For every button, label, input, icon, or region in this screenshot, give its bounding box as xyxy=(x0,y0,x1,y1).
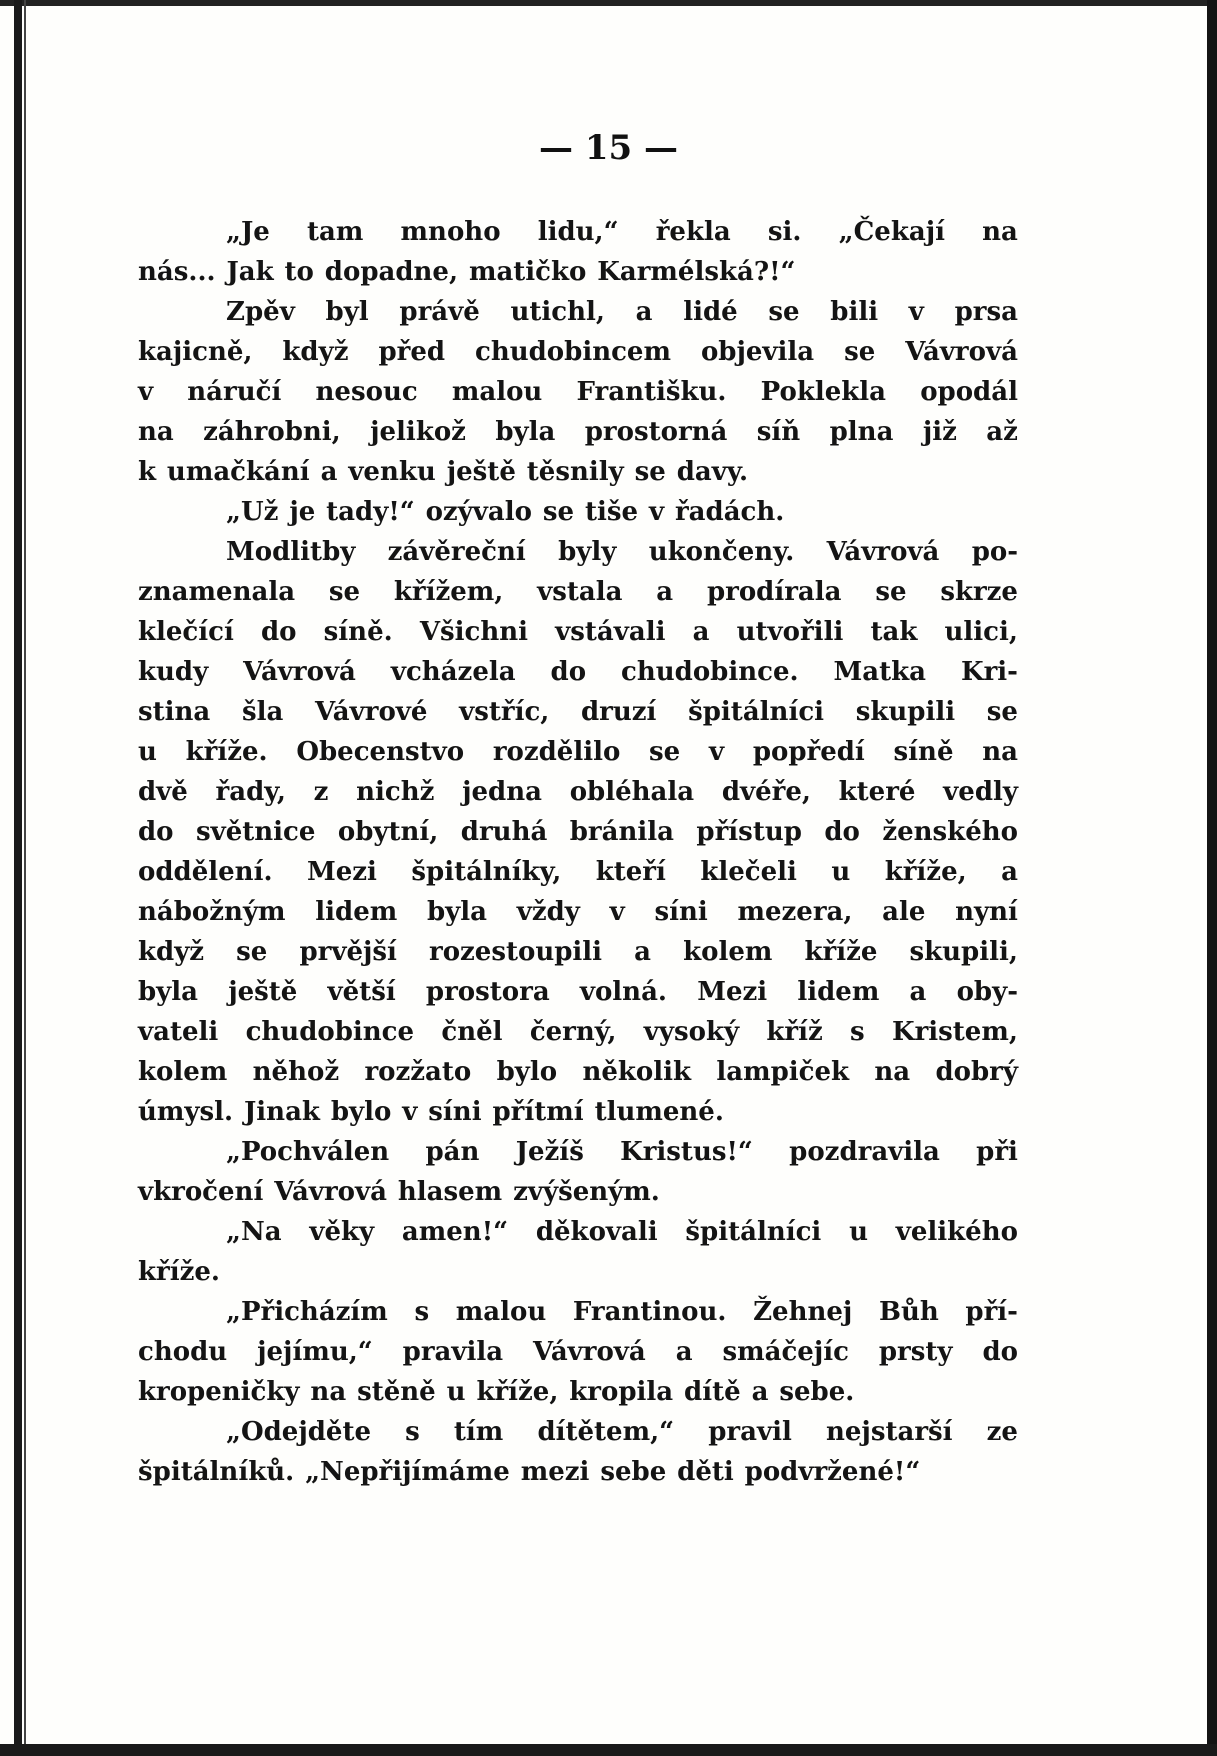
word: vstávali xyxy=(555,617,666,647)
word: přítmí xyxy=(492,1097,584,1127)
word: které xyxy=(838,777,916,807)
word: Vávrová xyxy=(826,537,940,567)
word: síni xyxy=(428,1097,482,1127)
word: rozdělilo xyxy=(492,737,621,767)
word: dvéře, xyxy=(721,777,811,807)
word: řekla xyxy=(655,217,731,247)
word: Poklekla xyxy=(760,377,887,407)
word: Vávrové xyxy=(315,697,428,727)
text-line xyxy=(138,532,1018,572)
word: byly xyxy=(558,537,617,567)
word: kříže, xyxy=(884,857,967,887)
word: u xyxy=(831,857,851,887)
text-line xyxy=(138,372,1018,412)
word: hlasem xyxy=(397,1177,503,1207)
word: druzí xyxy=(581,697,657,727)
word: venku xyxy=(348,457,436,487)
word: u xyxy=(138,737,157,767)
word: vstříc, xyxy=(459,697,550,727)
word: stěně xyxy=(357,1377,436,1407)
text-line xyxy=(138,692,1018,732)
word: ještě xyxy=(446,457,516,487)
word: jedna xyxy=(462,777,542,807)
word: kříže xyxy=(804,937,878,967)
word: čněl xyxy=(441,1017,503,1047)
word: pří- xyxy=(965,1297,1018,1327)
word: ozývalo xyxy=(425,497,532,527)
word: náručí xyxy=(187,377,282,407)
word: Mezi xyxy=(306,857,377,887)
word: se xyxy=(236,937,268,967)
word: světnice xyxy=(195,817,316,847)
word: popředí xyxy=(752,737,865,767)
word: Ježíš xyxy=(515,1137,584,1167)
word: utvořili xyxy=(736,617,844,647)
word: se xyxy=(768,297,800,327)
word: vcházela xyxy=(390,657,516,687)
word: Obecenstvo xyxy=(296,737,465,767)
word: velikého xyxy=(895,1217,1018,1247)
paragraph xyxy=(138,492,1018,532)
word: z xyxy=(313,777,329,807)
word: skupili, xyxy=(909,937,1018,967)
text-line xyxy=(138,1052,1018,1092)
word: Vávrová xyxy=(274,1177,387,1207)
word: a xyxy=(751,1377,769,1407)
word: Žehnej xyxy=(753,1297,853,1327)
word: v xyxy=(708,737,725,767)
paragraph xyxy=(138,532,1018,1132)
word: síň xyxy=(756,417,801,447)
word: špitálníci xyxy=(685,1217,822,1247)
word: chudobince. xyxy=(621,657,799,687)
word: ze xyxy=(986,1417,1018,1447)
word: černý, xyxy=(529,1017,617,1047)
word: oby- xyxy=(956,977,1018,1007)
word: podvržené!“ xyxy=(744,1457,921,1487)
word: umačkání xyxy=(166,457,310,487)
word: do xyxy=(824,817,860,847)
word: volná. xyxy=(579,977,667,1007)
word: na xyxy=(982,737,1018,767)
word: u xyxy=(849,1217,868,1247)
word: záhrobni, xyxy=(203,417,341,447)
word: mezi xyxy=(520,1457,590,1487)
text-line xyxy=(138,1212,1018,1252)
word: byla xyxy=(495,417,556,447)
word: nejstarší xyxy=(825,1417,953,1447)
word: dobrý xyxy=(935,1057,1018,1087)
word: tak xyxy=(870,617,918,647)
word: obytní, xyxy=(337,817,439,847)
paragraph xyxy=(138,1412,1018,1492)
word: Jak xyxy=(226,257,274,287)
word: a xyxy=(675,1337,693,1367)
text-line xyxy=(138,1372,1018,1412)
word: bylo xyxy=(496,1057,558,1087)
word: vstala xyxy=(537,577,623,607)
word: Kristus!“ xyxy=(620,1137,753,1167)
word: Bůh xyxy=(878,1297,939,1327)
word: se xyxy=(634,457,666,487)
text-line xyxy=(138,732,1018,772)
word: skrze xyxy=(940,577,1018,607)
scan-bottom-edge xyxy=(0,1744,1217,1756)
word: s xyxy=(850,1017,865,1047)
word: Zpěv xyxy=(226,297,295,327)
word: a xyxy=(656,577,674,607)
text-line xyxy=(138,1172,1018,1212)
word: rozžato xyxy=(364,1057,472,1087)
word: Modlitby xyxy=(226,537,356,567)
word: jejímu,“ xyxy=(257,1337,373,1367)
text-line xyxy=(138,452,1018,492)
word: k xyxy=(138,457,157,487)
word: nás... xyxy=(138,257,216,287)
word: kříže. xyxy=(138,1257,220,1287)
word: v xyxy=(908,297,924,327)
word: řadách. xyxy=(674,497,785,527)
word: prsa xyxy=(954,297,1018,327)
text-line xyxy=(138,812,1018,852)
word: matičko xyxy=(468,257,587,287)
word: kolem xyxy=(138,1057,228,1087)
word: Jinak xyxy=(244,1097,320,1127)
word: chudobincem xyxy=(474,337,671,367)
word: v xyxy=(648,497,665,527)
paragraph xyxy=(138,1132,1018,1212)
word: se xyxy=(844,337,876,367)
word: špitálníci xyxy=(688,697,825,727)
text-line xyxy=(138,1132,1018,1172)
word: byla xyxy=(138,977,199,1007)
word: kropeničky xyxy=(138,1377,300,1407)
word: se xyxy=(875,577,907,607)
text-line xyxy=(138,1452,1018,1492)
word: když xyxy=(282,337,349,367)
page-number: — 15 — xyxy=(539,128,678,168)
word: křížem, xyxy=(393,577,504,607)
word: kajicně, xyxy=(138,337,253,367)
word: lidu,“ xyxy=(537,217,619,247)
word: síně xyxy=(893,737,954,767)
scan-left-edge-line xyxy=(24,0,26,1756)
word: ženského xyxy=(882,817,1018,847)
word: chodu xyxy=(138,1337,228,1367)
word: pozdravila xyxy=(789,1137,940,1167)
word: malou xyxy=(451,377,543,407)
word: mnoho xyxy=(400,217,501,247)
word: špitálníky, xyxy=(411,857,562,887)
text-line xyxy=(138,1092,1018,1132)
word: kříže. xyxy=(185,737,268,767)
scan-left-edge xyxy=(14,0,22,1756)
word: tlumené. xyxy=(594,1097,724,1127)
word: Karmélská?!“ xyxy=(597,257,796,287)
word: věky xyxy=(309,1217,375,1247)
word: děkovali xyxy=(535,1217,658,1247)
word: do xyxy=(138,817,174,847)
text-line xyxy=(138,652,1018,692)
text-line xyxy=(138,1252,1018,1292)
text-line xyxy=(138,292,1018,332)
word: a xyxy=(634,937,652,967)
word: ukončeny. xyxy=(648,537,795,567)
text-line xyxy=(138,1292,1018,1332)
word: na xyxy=(982,217,1018,247)
word: vkročení xyxy=(138,1177,264,1207)
word: síni xyxy=(654,897,708,927)
word: úmysl. xyxy=(138,1097,234,1127)
word: něhož xyxy=(252,1057,340,1087)
word: nesouc xyxy=(315,377,418,407)
word: smáčejíc xyxy=(722,1337,849,1367)
word: Vávrová xyxy=(243,657,356,687)
word: skupili xyxy=(855,697,956,727)
word: se xyxy=(542,497,575,527)
word: větší xyxy=(327,977,396,1007)
word: děti xyxy=(677,1457,734,1487)
word: oddělení. xyxy=(138,857,273,887)
word: „Pochválen xyxy=(226,1137,390,1167)
word: kříž xyxy=(766,1017,823,1047)
word: po- xyxy=(971,537,1018,567)
text-line xyxy=(138,492,1018,532)
word: kteří xyxy=(595,857,666,887)
word: Frantinou. xyxy=(572,1297,727,1327)
word: bránila xyxy=(569,817,674,847)
body-text xyxy=(138,212,1018,1492)
word: Kristem, xyxy=(891,1017,1018,1047)
word: stina xyxy=(138,697,211,727)
word: a xyxy=(1001,857,1018,887)
word: v xyxy=(609,897,625,927)
word: na xyxy=(310,1377,347,1407)
word: rozestoupili xyxy=(429,937,603,967)
word: nichž xyxy=(356,777,435,807)
word: tam xyxy=(306,217,364,247)
word: malou xyxy=(455,1297,547,1327)
word: dítětem,“ xyxy=(537,1417,675,1447)
word: ulici, xyxy=(944,617,1018,647)
word: kropila xyxy=(569,1377,674,1407)
word: kudy xyxy=(138,657,209,687)
word: to xyxy=(284,257,314,287)
word: do xyxy=(982,1337,1018,1367)
text-line xyxy=(138,852,1018,892)
word: Vávrová xyxy=(905,337,1018,367)
text-line xyxy=(138,572,1018,612)
word: se xyxy=(649,737,681,767)
word: prsty xyxy=(878,1337,953,1367)
word: do xyxy=(550,657,587,687)
word: kříže, xyxy=(476,1377,559,1407)
word: ještě xyxy=(228,977,298,1007)
word: vysoký xyxy=(643,1017,740,1047)
word: objevila xyxy=(700,337,815,367)
paragraph xyxy=(138,212,1018,292)
word: a xyxy=(692,617,710,647)
text-line xyxy=(138,772,1018,812)
text-line xyxy=(138,972,1018,1012)
text-line xyxy=(138,252,1018,292)
word: se xyxy=(986,697,1018,727)
word: chudobince xyxy=(245,1017,415,1047)
text-line xyxy=(138,212,1018,252)
word: dvě xyxy=(138,777,188,807)
word: několik xyxy=(582,1057,692,1087)
word: v xyxy=(138,377,154,407)
word: těsnily xyxy=(526,457,624,487)
word: tady!“ xyxy=(326,497,415,527)
word: znamenala xyxy=(138,577,296,607)
word: klečící xyxy=(138,617,234,647)
word: mezera, xyxy=(737,897,853,927)
word: a xyxy=(635,297,653,327)
word: přístup xyxy=(696,817,802,847)
text-line xyxy=(138,932,1018,972)
word: klečeli xyxy=(700,857,797,887)
word: bili xyxy=(830,297,879,327)
paragraph xyxy=(138,1212,1018,1292)
word: při xyxy=(976,1137,1018,1167)
word: prodírala xyxy=(706,577,842,607)
text-line xyxy=(138,332,1018,372)
word: bylo xyxy=(330,1097,392,1127)
word: sebe. xyxy=(779,1377,855,1407)
word: pán xyxy=(425,1137,480,1167)
word: až xyxy=(986,417,1018,447)
word: kolem xyxy=(683,937,773,967)
word: pravil xyxy=(708,1417,792,1447)
word: Vávrová xyxy=(533,1337,646,1367)
word: vedly xyxy=(943,777,1018,807)
word: řady, xyxy=(215,777,286,807)
word: je xyxy=(289,497,316,527)
word: špitálníků. xyxy=(138,1457,295,1487)
word: Všichni xyxy=(419,617,529,647)
word: byl xyxy=(325,297,369,327)
word: tím xyxy=(453,1417,504,1447)
paragraph xyxy=(138,1292,1018,1412)
word: „Na xyxy=(226,1217,282,1247)
text-line xyxy=(138,412,1018,452)
word: dítě xyxy=(684,1377,741,1407)
word: do xyxy=(261,617,297,647)
word: „Je xyxy=(226,217,270,247)
word: lidem xyxy=(315,897,398,927)
word: pravila xyxy=(402,1337,504,1367)
word: dopadne, xyxy=(324,257,459,287)
word: „Čekají xyxy=(838,217,945,247)
text-line xyxy=(138,1012,1018,1052)
word: nyní xyxy=(955,897,1018,927)
word: u xyxy=(446,1377,466,1407)
word: právě xyxy=(399,297,480,327)
word: lidé xyxy=(683,297,738,327)
text-line xyxy=(138,1332,1018,1372)
word: když xyxy=(138,937,205,967)
scan-top-edge xyxy=(0,0,1217,6)
word: druhá xyxy=(460,817,548,847)
word: se xyxy=(328,577,361,607)
word: si. xyxy=(767,217,802,247)
word: prostorná xyxy=(584,417,728,447)
word: před xyxy=(378,337,446,367)
word: „Přicházím xyxy=(226,1297,388,1327)
text-line xyxy=(138,612,1018,652)
word: „Odejděte xyxy=(226,1417,372,1447)
word: vateli xyxy=(138,1017,219,1047)
word: a xyxy=(909,977,927,1007)
word: obléhala xyxy=(569,777,695,807)
word: Mezi xyxy=(697,977,768,1007)
word: prostora xyxy=(425,977,550,1007)
scan-right-edge xyxy=(1207,0,1217,1756)
word: a xyxy=(320,457,338,487)
word: vždy xyxy=(516,897,580,927)
word: jelikož xyxy=(370,417,466,447)
word: s xyxy=(414,1297,430,1327)
word: šla xyxy=(241,697,284,727)
word: opodál xyxy=(920,377,1018,407)
word: ale xyxy=(882,897,926,927)
word: již xyxy=(922,417,957,447)
word: prvější xyxy=(299,937,397,967)
word: nábožným xyxy=(138,897,286,927)
word: utichl, xyxy=(510,297,605,327)
text-line xyxy=(138,892,1018,932)
word: síně. xyxy=(323,617,393,647)
word: tiše xyxy=(584,497,639,527)
text-line xyxy=(138,1412,1018,1452)
word: zvýšeným. xyxy=(513,1177,660,1207)
word: v xyxy=(402,1097,418,1127)
word: Matka xyxy=(833,657,927,687)
word: sebe xyxy=(600,1457,667,1487)
word: na xyxy=(874,1057,911,1087)
word: s xyxy=(405,1417,420,1447)
word: amen!“ xyxy=(401,1217,509,1247)
word: lampiček xyxy=(716,1057,850,1087)
word: davy. xyxy=(676,457,749,487)
word: závěreční xyxy=(387,537,526,567)
word: plna xyxy=(829,417,894,447)
word: Františku. xyxy=(576,377,727,407)
word: byla xyxy=(427,897,488,927)
word: na xyxy=(138,417,174,447)
word: „Nepřijímáme xyxy=(305,1457,510,1487)
word: „Už xyxy=(226,497,279,527)
word: lidem xyxy=(797,977,880,1007)
word: Kri- xyxy=(960,657,1018,687)
paragraph xyxy=(138,292,1018,492)
